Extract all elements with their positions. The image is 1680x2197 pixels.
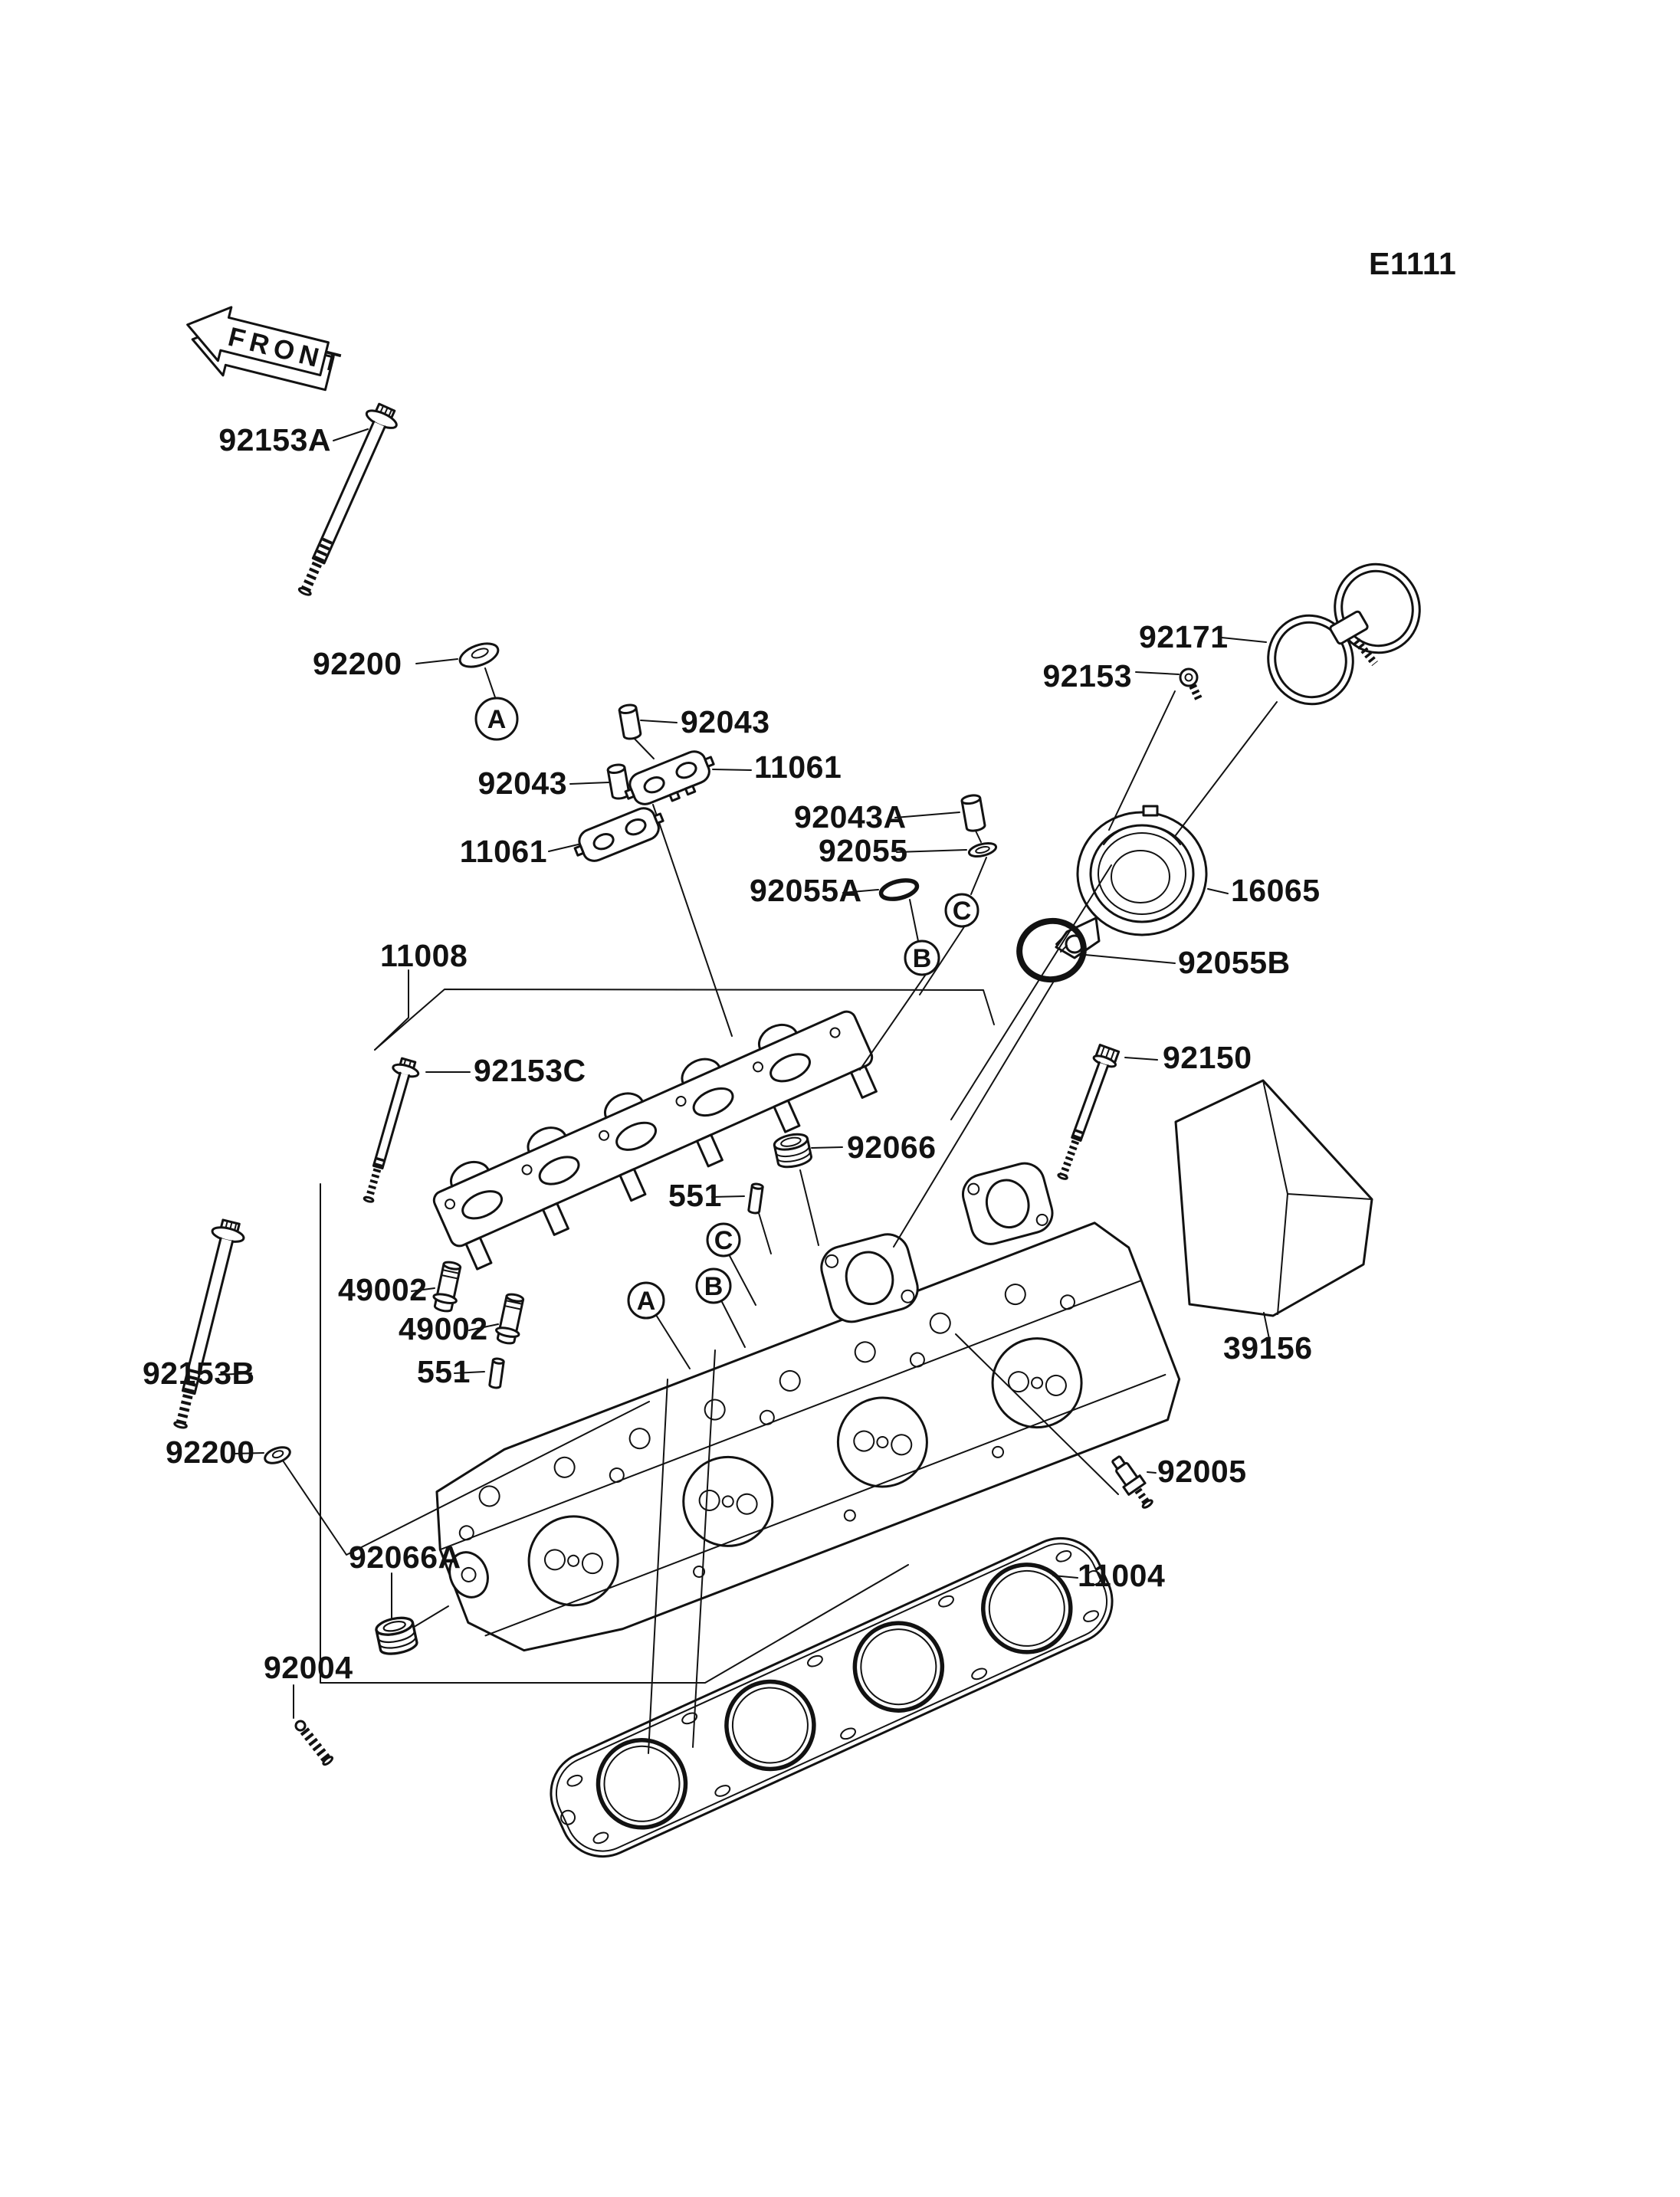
leader-line bbox=[1136, 672, 1179, 674]
part-label-49002-upper: 49002 bbox=[338, 1272, 428, 1307]
document-code: E1111 bbox=[1369, 246, 1457, 281]
part-92153c-bolt-drawing bbox=[356, 1057, 421, 1205]
part-label-92004: 92004 bbox=[264, 1650, 353, 1685]
part-label-92171: 92171 bbox=[1139, 619, 1229, 654]
part-92066a-plug-drawing bbox=[375, 1615, 418, 1657]
leader-line bbox=[1176, 702, 1277, 835]
part-label-92043-left: 92043 bbox=[477, 766, 567, 801]
part-label-551-bottom: 551 bbox=[417, 1354, 471, 1389]
part-label-92200-bottom: 92200 bbox=[166, 1435, 255, 1470]
leader-line bbox=[1147, 1472, 1156, 1473]
part-label-11061-lower: 11061 bbox=[459, 834, 547, 869]
leader-line bbox=[412, 1606, 448, 1628]
callout-c-top bbox=[946, 894, 978, 926]
part-label-92055b: 92055B bbox=[1178, 945, 1291, 980]
leader-line bbox=[485, 668, 495, 697]
leader-line bbox=[1109, 691, 1175, 830]
part-11061-cap-upper-drawing bbox=[621, 746, 720, 815]
leader-line bbox=[971, 857, 986, 894]
part-92043-pin-top-drawing bbox=[619, 703, 641, 739]
front-arrow bbox=[178, 298, 352, 404]
callout-c-bottom-label: C bbox=[714, 1226, 733, 1255]
part-label-92153c: 92153C bbox=[474, 1053, 586, 1088]
part-label-16065: 16065 bbox=[1231, 873, 1321, 908]
callout-b-bottom-label: B bbox=[704, 1272, 724, 1301]
leader-line bbox=[1222, 638, 1266, 642]
leader-line bbox=[812, 1147, 842, 1148]
part-49002-guide-lower-drawing bbox=[494, 1293, 527, 1346]
leader-line bbox=[1085, 955, 1175, 963]
part-label-92153b: 92153B bbox=[143, 1356, 255, 1391]
part-label-92150: 92150 bbox=[1163, 1040, 1252, 1075]
part-label-11008: 11008 bbox=[380, 938, 468, 973]
part-label-92066a: 92066A bbox=[349, 1540, 461, 1575]
leader-line bbox=[860, 973, 927, 1070]
part-92150-bolt-drawing bbox=[1052, 1044, 1121, 1182]
part-49002-guide-upper-drawing bbox=[431, 1261, 464, 1313]
part-label-551-top: 551 bbox=[668, 1178, 722, 1213]
part-551-pin-bottom-drawing bbox=[489, 1358, 504, 1389]
part-label-92153: 92153 bbox=[1042, 658, 1132, 694]
callout-a-bottom bbox=[628, 1283, 664, 1318]
part-39156-cover-drawing bbox=[1176, 1080, 1372, 1316]
callout-c-bottom bbox=[707, 1224, 740, 1256]
callout-a-top bbox=[476, 698, 517, 739]
part-92004-stud-drawing bbox=[294, 1719, 333, 1766]
part-label-92153a: 92153A bbox=[218, 422, 331, 457]
part-92055a-oring-drawing bbox=[879, 877, 919, 903]
leader-line bbox=[713, 769, 751, 770]
part-92171-clamp-drawing bbox=[1257, 553, 1431, 715]
leader-line bbox=[570, 782, 609, 784]
leader-line bbox=[333, 429, 368, 441]
leader-line bbox=[759, 1213, 771, 1254]
leader-line bbox=[721, 1300, 745, 1347]
leader-line bbox=[910, 900, 918, 941]
leader-line bbox=[800, 1170, 819, 1245]
part-92200-washer-top-drawing bbox=[457, 639, 501, 671]
part-label-92043-top: 92043 bbox=[681, 704, 770, 739]
part-92055-seal-drawing bbox=[968, 841, 998, 858]
leader-line bbox=[653, 805, 732, 1036]
leader-line bbox=[729, 1254, 756, 1305]
leader-line bbox=[1208, 889, 1228, 894]
leader-line bbox=[656, 1315, 690, 1369]
part-92153-screw-drawing bbox=[1180, 669, 1199, 701]
part-11061-cap-lower-drawing bbox=[570, 802, 668, 867]
part-92200-washer-bottom-drawing bbox=[263, 1444, 292, 1467]
part-label-11004: 11004 bbox=[1078, 1558, 1166, 1593]
callout-a-top-label: A bbox=[487, 705, 507, 734]
part-label-92200-top: 92200 bbox=[313, 646, 402, 681]
part-label-39156: 39156 bbox=[1223, 1330, 1313, 1366]
callout-b-top-label: B bbox=[912, 944, 932, 973]
part-label-92055a: 92055A bbox=[750, 873, 862, 908]
part-label-92005: 92005 bbox=[1157, 1454, 1247, 1489]
part-92043a-pin-drawing bbox=[961, 794, 986, 831]
leader-line bbox=[1125, 1058, 1157, 1060]
part-92005-sensor-drawing bbox=[1107, 1453, 1157, 1511]
part-label-11061-upper: 11061 bbox=[754, 749, 842, 785]
leader-line bbox=[416, 659, 458, 664]
part-label-49002-lower: 49002 bbox=[399, 1311, 488, 1346]
part-label-92066: 92066 bbox=[847, 1130, 937, 1165]
part-92153b-bolt-drawing bbox=[164, 1218, 247, 1431]
leader-line bbox=[641, 720, 677, 723]
part-551-pin-top-drawing bbox=[748, 1183, 763, 1214]
part-11008-cam-holder-drawing bbox=[425, 995, 886, 1274]
callout-b-top bbox=[905, 941, 939, 975]
assembly-bracket bbox=[375, 989, 994, 1050]
front-arrow-label: FRONT bbox=[225, 321, 349, 380]
part-label-92055: 92055 bbox=[819, 833, 908, 868]
callout-c-top-label: C bbox=[952, 897, 972, 926]
callout-a-bottom-label: A bbox=[636, 1287, 656, 1316]
leader-line bbox=[375, 970, 409, 1050]
part-92066-bucket-drawing bbox=[773, 1132, 813, 1169]
part-label-92043a: 92043A bbox=[794, 799, 907, 835]
callout-b-bottom bbox=[697, 1269, 730, 1303]
